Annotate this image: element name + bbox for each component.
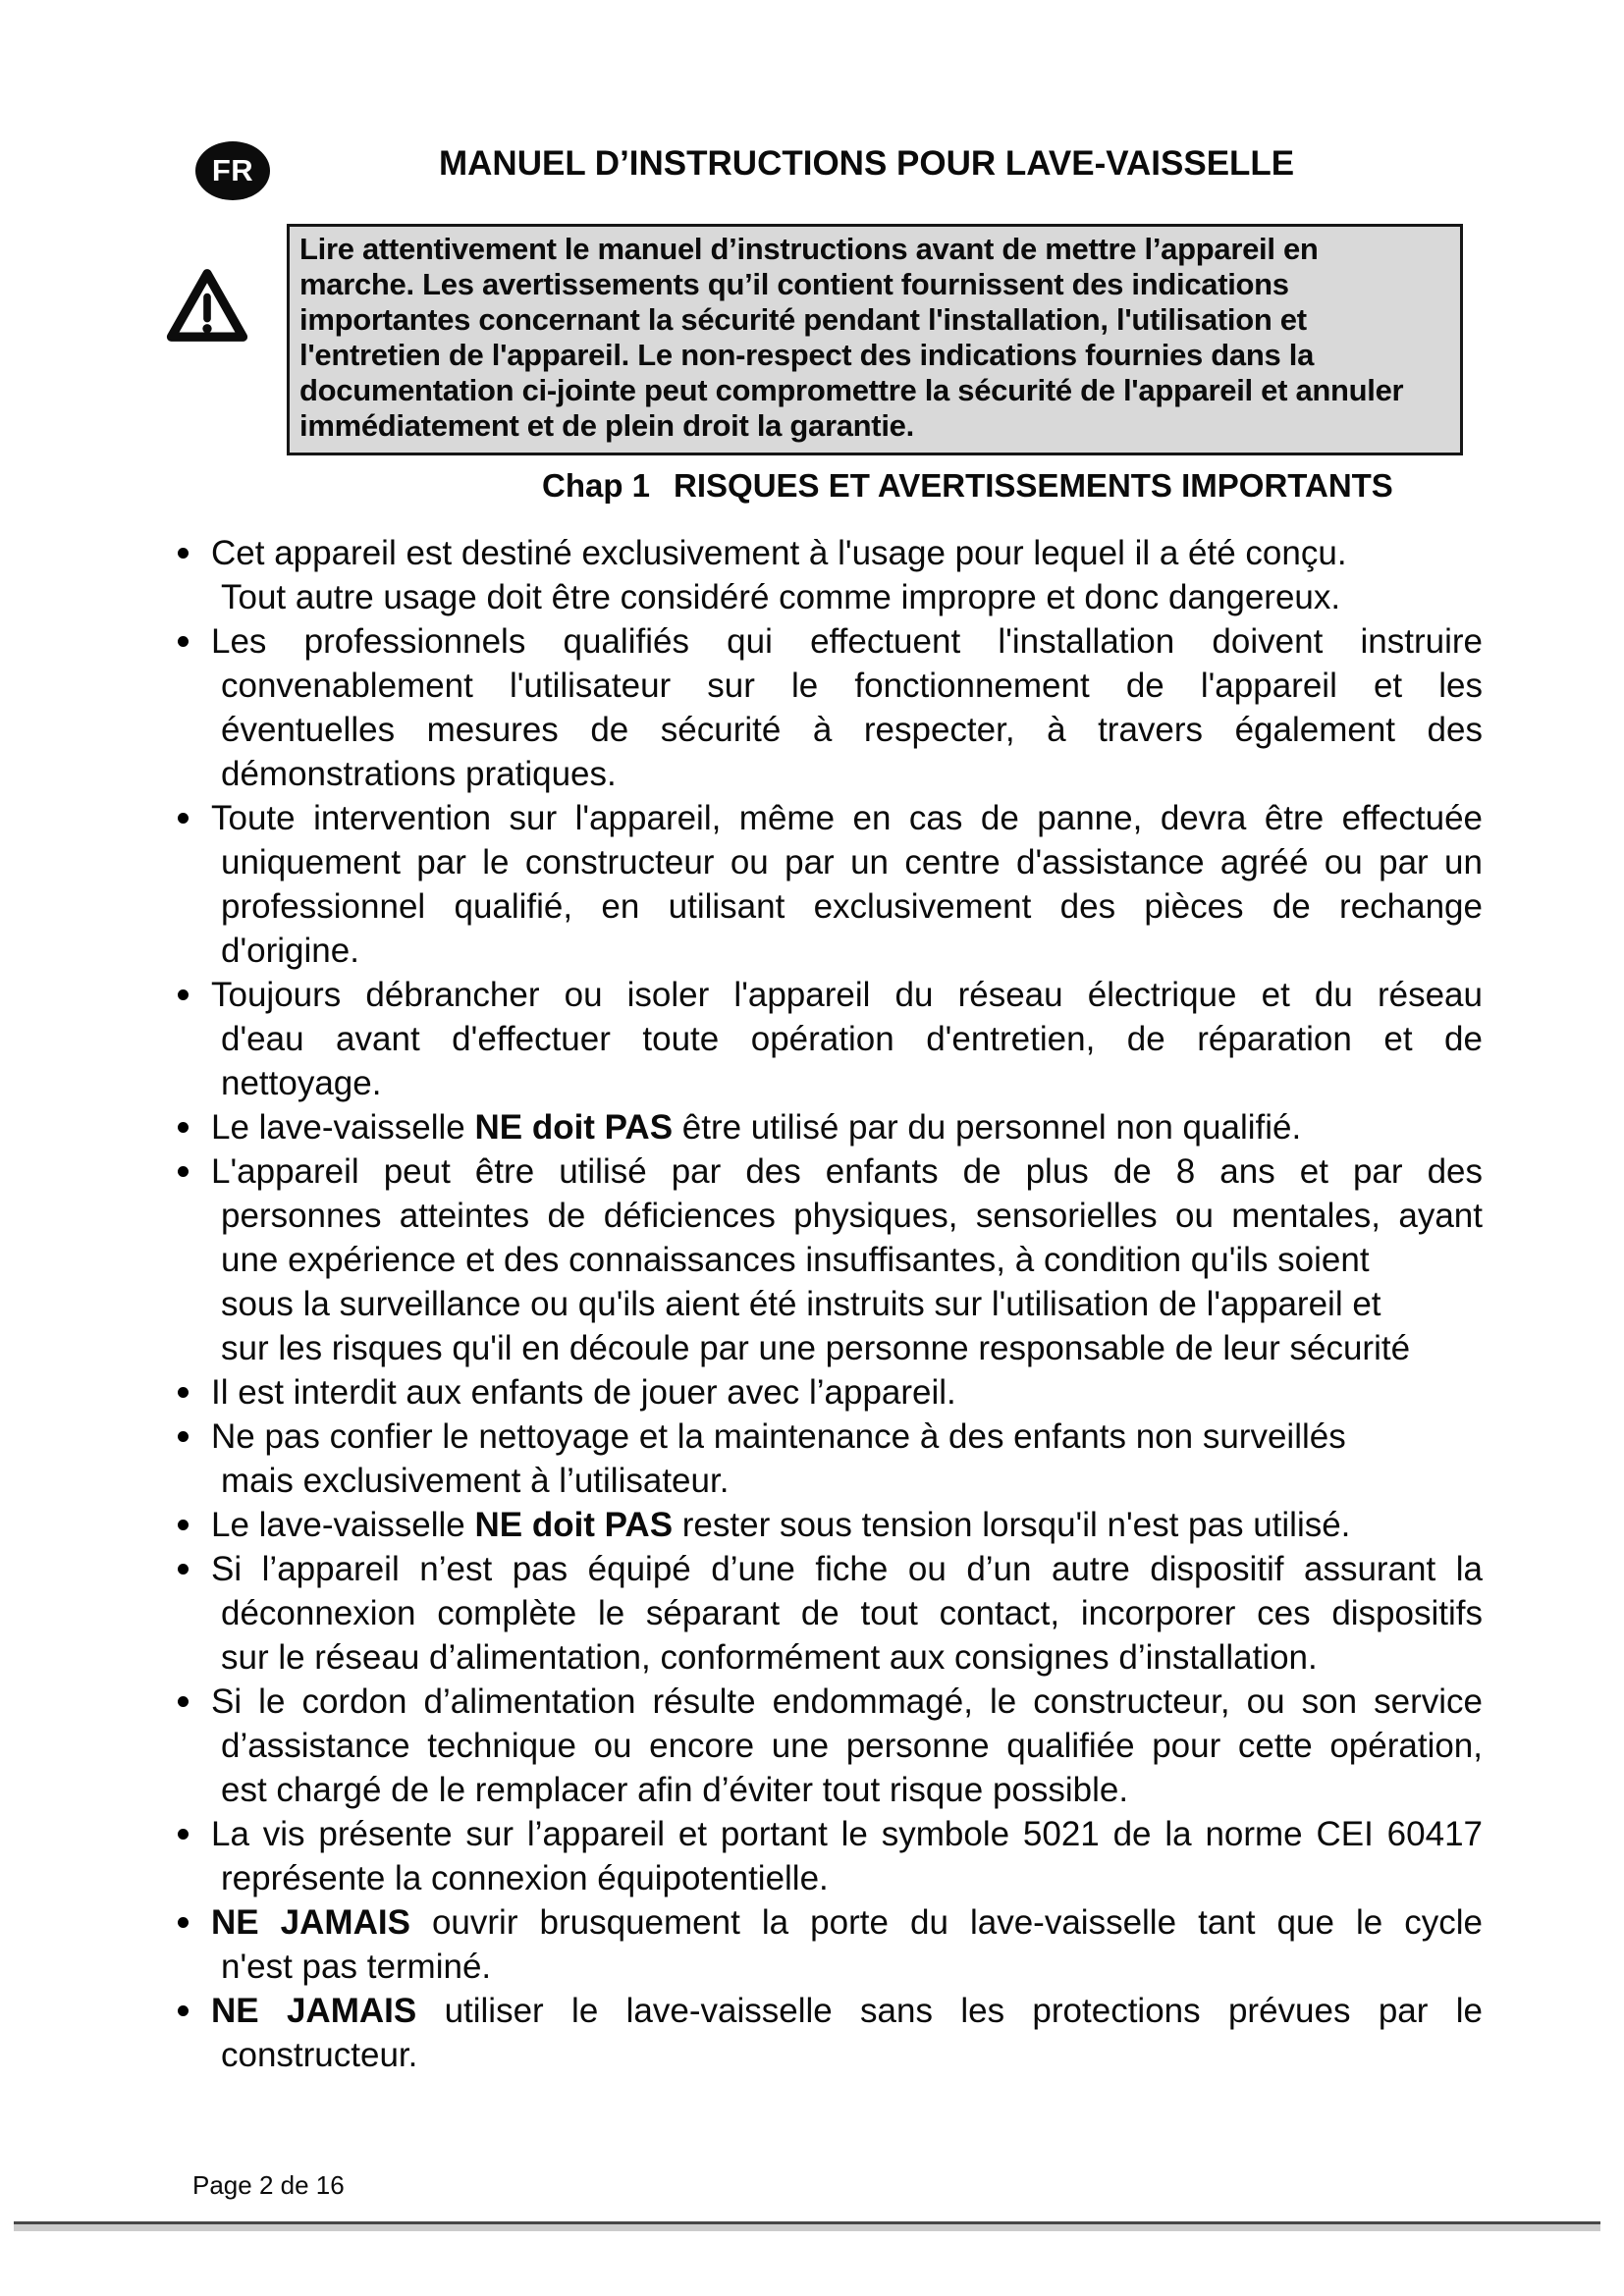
text: Le lave-vaisselle	[211, 1506, 475, 1544]
bullet-line	[211, 1370, 1483, 1415]
warning-item	[147, 531, 1483, 619]
bullet-icon	[178, 1829, 189, 1840]
bullet-icon	[178, 1564, 189, 1575]
bullet-line	[221, 929, 1483, 973]
bullet-icon	[178, 1387, 189, 1398]
bullet-line	[221, 575, 1483, 619]
text: Les professionnels qualifiés qui effectuent l'installation doivent instruire	[211, 622, 1483, 661]
bullet-line	[221, 752, 1483, 796]
bullet-icon	[178, 1122, 189, 1133]
bullet-line	[211, 619, 1483, 664]
text: démonstrations pratiques.	[221, 755, 617, 793]
warning-item	[147, 1989, 1483, 2077]
text: professionnel qualifié, en utilisant exclusivement des pièces de rechange	[221, 887, 1483, 926]
bullet-icon	[178, 1166, 189, 1177]
page-number: Page 2 de 16	[192, 2170, 345, 2200]
warning-item	[147, 1680, 1483, 1812]
bold-text: NE doit PAS	[474, 1108, 674, 1147]
warning-item	[147, 973, 1483, 1105]
text: Tout autre usage doit être considéré comme impropre et donc dangereux.	[221, 578, 1341, 616]
chapter-title: RISQUES ET AVERTISSEMENTS IMPORTANTS	[674, 467, 1393, 504]
bullet-line	[211, 973, 1483, 1017]
bullet-line	[211, 1680, 1483, 1724]
bullet-line	[221, 1724, 1483, 1768]
warning-box-line: l'entretien de l'appareil. Le non-respect des indications fournies dans la	[299, 338, 1315, 372]
warning-item	[147, 1105, 1483, 1149]
bullet-line	[221, 840, 1483, 884]
bullet-line	[221, 1194, 1483, 1238]
bullet-line	[211, 1415, 1483, 1459]
bullet-line	[211, 1900, 1483, 1945]
text: Si l’appareil n’est pas équipé d’une fiche ou d’un autre dispositif assurant la	[211, 1550, 1483, 1588]
bullet-line	[221, 1238, 1483, 1282]
bold-text: NE JAMAIS	[211, 1903, 410, 1942]
text: déconnexion complète le séparant de tout contact, incorporer ces dispositifs	[221, 1594, 1483, 1632]
bullet-line	[221, 1856, 1483, 1900]
warning-item	[147, 1547, 1483, 1680]
text: sous la surveillance ou qu'ils aient été instruits sur l'utilisation de l'appareil et	[221, 1285, 1381, 1323]
bullet-icon	[178, 1431, 189, 1442]
warning-item	[147, 619, 1483, 796]
warning-box-line: marche. Les avertissements qu’il contient fournissent des indications	[299, 267, 1289, 301]
text: Toujours débrancher ou isoler l'appareil du réseau électrique et du réseau	[211, 976, 1483, 1014]
bullet-line	[211, 531, 1483, 575]
bullet-line	[221, 708, 1483, 752]
text: Toute intervention sur l'appareil, même en cas de panne, devra être effectuée	[211, 799, 1483, 837]
bullet-line	[221, 1945, 1483, 1989]
page-bottom-shadow	[14, 2224, 1600, 2231]
text: sur le réseau d’alimentation, conformément aux consignes d’installation.	[221, 1638, 1318, 1677]
warning-item	[147, 796, 1483, 973]
text: mais exclusivement à l’utilisateur.	[221, 1462, 730, 1500]
text: d'origine.	[221, 932, 359, 970]
text: Ne pas confier le nettoyage et la maintenance à des enfants non surveillés	[211, 1417, 1346, 1456]
bullet-icon	[178, 813, 189, 824]
bullet-line	[221, 1635, 1483, 1680]
text: uniquement par le constructeur ou par un centre d'assistance agréé ou par un	[221, 843, 1483, 881]
warning-item	[147, 1812, 1483, 1900]
text: d’assistance technique ou encore une personne qualifiée pour cette opération,	[221, 1727, 1483, 1765]
bullet-line	[221, 1459, 1483, 1503]
text: La vis présente sur l’appareil et portant le symbole 5021 de la norme CEI 60417	[211, 1815, 1483, 1853]
text: Le lave-vaisselle	[211, 1108, 475, 1147]
warning-item	[147, 1149, 1483, 1370]
text: convenablement l'utilisateur sur le fonctionnement de l'appareil et les	[221, 667, 1483, 705]
bullet-line	[221, 1768, 1483, 1812]
warnings-list	[147, 531, 1483, 2077]
text: Il est interdit aux enfants de jouer avec l’appareil.	[211, 1373, 956, 1412]
bold-text: NE JAMAIS	[211, 1992, 417, 2030]
text: est chargé de le remplacer afin d’éviter tout risque possible.	[221, 1771, 1129, 1809]
bullet-line	[221, 2033, 1483, 2077]
bullet-line	[221, 884, 1483, 929]
bullet-line	[211, 1547, 1483, 1591]
bullet-icon	[178, 636, 189, 647]
text: d'eau avant d'effectuer toute opération d'entretien, de réparation et de	[221, 1020, 1483, 1058]
language-badge-label: FR	[211, 153, 254, 187]
bold-text: NE doit PAS	[474, 1506, 674, 1544]
bullet-icon	[178, 1520, 189, 1530]
chapter-heading	[542, 465, 1393, 507]
warning-item	[147, 1900, 1483, 1989]
text: n'est pas terminé.	[221, 1948, 492, 1986]
text: représente la connexion équipotentielle.	[221, 1859, 829, 1897]
language-badge	[195, 141, 270, 200]
bullet-line	[221, 1061, 1483, 1105]
text: éventuelles mesures de sécurité à respecter, à travers également des	[221, 711, 1483, 749]
bullet-icon	[178, 1917, 189, 1928]
text: ouvrir brusquement la porte du lave-vaisselle tant que le cycle	[409, 1903, 1484, 1942]
bullet-line	[221, 1326, 1483, 1370]
bullet-line	[211, 1503, 1483, 1547]
text: personnes atteintes de déficiences physiques, sensorielles ou mentales, ayant	[221, 1197, 1483, 1235]
bullet-line	[211, 1149, 1483, 1194]
chapter-label: Chap 1	[542, 467, 651, 504]
bullet-line	[211, 1989, 1483, 2033]
bullet-line	[221, 1591, 1483, 1635]
warning-box-line: Lire attentivement le manuel d’instructions avant de mettre l’appareil en	[299, 232, 1319, 266]
bullet-icon	[178, 1696, 189, 1707]
bullet-icon	[178, 989, 189, 1000]
bullet-line	[221, 1282, 1483, 1326]
text: L'appareil peut être utilisé par des enfants de plus de 8 ans et par des	[211, 1152, 1483, 1191]
bullet-line	[211, 1812, 1483, 1856]
text: utiliser le lave-vaisselle sans les protections prévues par le	[416, 1992, 1484, 2030]
bullet-line	[211, 796, 1483, 840]
text: sur les risques qu'il en découle par une personne responsable de leur sécurité	[221, 1329, 1411, 1367]
warning-item	[147, 1415, 1483, 1503]
warning-box-line: documentation ci-jointe peut compromettre la sécurité de l'appareil et annuler	[299, 373, 1404, 407]
bullet-line	[211, 1105, 1483, 1149]
warning-triangle-icon	[165, 267, 249, 344]
text: Cet appareil est destiné exclusivement à l'usage pour lequel il a été conçu.	[211, 534, 1347, 572]
warning-item	[147, 1370, 1483, 1415]
warning-box-line: immédiatement et de plein droit la garantie.	[299, 408, 914, 443]
bullet-line	[221, 664, 1483, 708]
text: rester sous tension lorsqu'il n'est pas utilisé.	[673, 1506, 1351, 1544]
text: nettoyage.	[221, 1064, 382, 1102]
warning-box	[287, 224, 1463, 455]
page-title: MANUEL D’INSTRUCTIONS POUR LAVE-VAISSELLE	[439, 144, 1295, 183]
bullet-icon	[178, 2005, 189, 2016]
bullet-icon	[178, 548, 189, 559]
warning-item	[147, 1503, 1483, 1547]
bullet-line	[221, 1017, 1483, 1061]
text: Si le cordon d’alimentation résulte endommagé, le constructeur, ou son service	[211, 1682, 1483, 1721]
text: être utilisé par du personnel non qualifié.	[673, 1108, 1302, 1147]
warning-box-line: importantes concernant la sécurité pendant l'installation, l'utilisation et	[299, 302, 1307, 337]
text: constructeur.	[221, 2036, 418, 2074]
text: une expérience et des connaissances insuffisantes, à condition qu'ils soient	[221, 1241, 1370, 1279]
